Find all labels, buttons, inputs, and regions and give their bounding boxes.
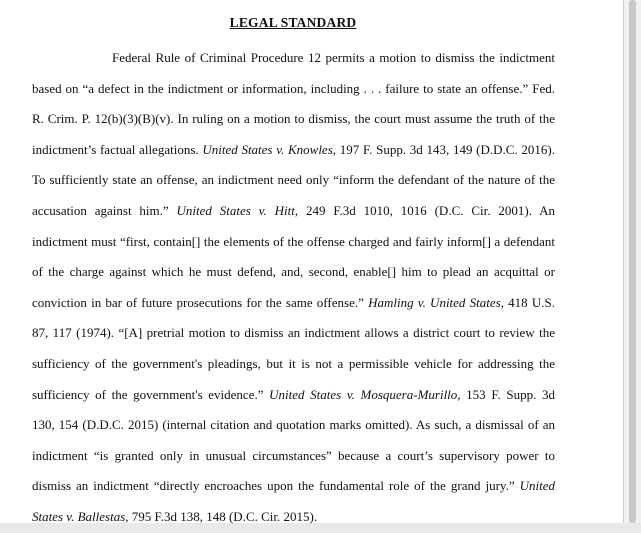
text-segment: indictment must “first, contain[] the elements of the offense charged and fairly inform[] a defendant [32, 233, 555, 249]
case-citation: United States v. Mosquera-Murillo, [269, 386, 461, 402]
case-citation: United States v. Hitt [176, 202, 295, 218]
text-line [32, 410, 555, 441]
text-segment: conviction in bar of future prosecutions for the same offense.” [32, 294, 369, 310]
case-citation: Hamling v. United States, [368, 294, 504, 310]
text-segment: sufficiency of the government's pleadings, but it is not a permissible vehicle for addressing the [32, 355, 555, 371]
text-segment: Federal Rule of Criminal Procedure 12 permits a motion to dismiss the indictment [112, 50, 555, 65]
text-line [32, 502, 555, 533]
body-paragraph [32, 43, 555, 533]
text-line [32, 318, 555, 349]
text-segment: , 795 F.3d 138, 148 (D.C. Cir. 2015). [125, 508, 318, 524]
text-line [32, 257, 555, 288]
text-segment: R. Crim. P. 12(b)(3)(B)(v). In ruling on a motion to dismiss, the court must assume the truth of the [32, 111, 555, 127]
text-segment: 130, 154 (D.D.C. 2015) (internal citation and quotation marks omitted). As such, a dismissal of an [32, 417, 555, 433]
scrollbar-thumb[interactable] [629, 0, 636, 523]
text-segment: , 249 F.3d 1010, 1016 (D.C. Cir. 2001). An [294, 202, 555, 218]
text-line [32, 74, 555, 105]
text-segment: sufficiency of the government's evidence.” [32, 386, 270, 402]
text-segment: of the charge against which he must defend, and, second, enable[] him to plead an acquittal or [32, 264, 555, 280]
text-segment: , 197 F. Supp. 3d 143, 149 (D.D.C. 2016). [332, 141, 555, 157]
text-segment: 418 U.S. [503, 294, 555, 310]
text-line [32, 288, 555, 319]
case-citation: States v. Ballestas [32, 508, 126, 524]
text-line [32, 349, 555, 380]
text-line [32, 471, 555, 502]
text-segment: accusation against him.” [32, 202, 177, 218]
text-segment: 87, 117 (1974). “[A] pretrial motion to dismiss an indictment allows a district court to review the [32, 325, 555, 341]
text-segment: 153 F. Supp. 3d [460, 386, 556, 402]
text-line [32, 135, 555, 166]
text-segment: To sufficiently state an offense, an indictment need only “inform the defendant of the nature of the [32, 172, 555, 188]
text-segment: indictment “is granted only in unusual circumstances” because a court’s supervisory power to [32, 447, 555, 463]
text-line [32, 196, 555, 227]
text-segment: dismiss an indictment “directly encroaches upon the fundamental role of the grand jury.” [32, 478, 520, 494]
text-line [32, 441, 555, 472]
text-segment: based on “a defect in the indictment or information, including . . . failure to state an offense.” Fed. [32, 80, 555, 96]
case-citation: United States v. Knowles [202, 141, 333, 157]
text-segment: indictment’s factual allegations. [32, 141, 203, 157]
case-citation: United [519, 478, 555, 494]
text-line [32, 227, 555, 258]
text-line [32, 380, 555, 411]
text-line [32, 104, 555, 135]
vertical-scrollbar[interactable] [624, 0, 641, 523]
section-heading: LEGAL STANDARD [229, 15, 357, 30]
text-line [32, 43, 555, 74]
text-line [32, 165, 555, 196]
